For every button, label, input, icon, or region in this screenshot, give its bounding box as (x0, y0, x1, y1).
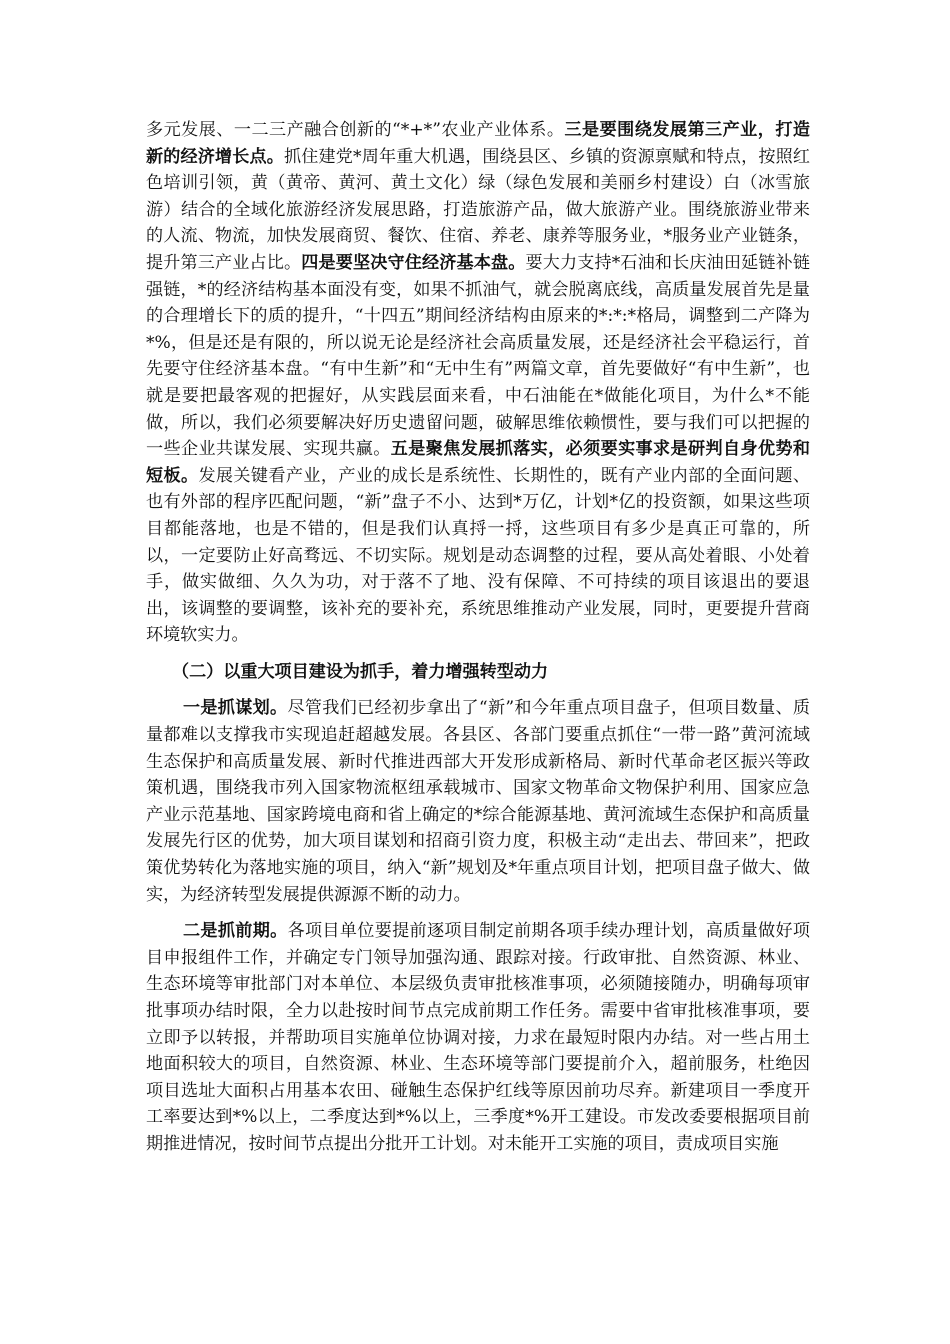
text-run: 发展关键看产业，产业的成长是系统性、长期性的，既有产业内部的全面问题、也有外部的程序匹配问题，“新”盘子不小、达到*万亿，计划*亿的投资额，如果这些项目都能落地，也是不错的，但是我们认真捋一捋，这些项目有多少是真正可靠的，所以，一定要防止好高骛远、不切实际。规划是动态调整的过程，要从高处着眼、小处着手，做实做细、久久为功，对于落不了地、没有保障、不可持续的项目该退出的要退出，该调整的要调整，该补充的要补充，系统思维推动产业发展，同时，更要提升营商环境软实力。 (146, 465, 810, 646)
bold-lead: 二是抓前期。 (183, 921, 288, 942)
paragraph-3 (146, 918, 810, 1157)
text-run: 要大力支持*石油和长庆油田延链补链强链，*的经济结构基本面没有变，如果不抓油气，就会脱离底线，高质量发展首先是量的合理增长下的质的提升，“十四五”期间经济结构由原来的*:*:*格局，调整到二产降为*%，但是还是有限的，所以说无论是经济社会高质量发展，还是经济社会平稳运行，首先要守住经济基本盘。“有中生新”和“无中生有”两篇文章，首先要做好“有中生新”，也就是要把最客观的把握好，从实践层面来看，中石油能在*做能化项目，为什么*不能做，所以，我们必须要解决好历史遗留问题，破解思维依赖惯性，要与我们可以把握的一些企业共谋发展、实现共赢。 (146, 252, 811, 460)
bold-lead: 一是抓谋划。 (183, 698, 288, 719)
document-page (146, 117, 810, 1158)
text-run: 抓住建党*周年重大机遇，围绕县区、乡镇的资源禀赋和特点，按照红色培训引领，黄（黄帝、黄河、黄土文化）绿（绿色发展和美丽乡村建设）白（冰雪旅游）结合的全域化旅游经济发展思路，打造旅游产品，做大旅游产业。围绕旅游业带来的人流、物流，加快发展商贸、餐饮、住宿、养老、康养等服务业，*服务业产业链条，提升第三产业占比。 (146, 146, 811, 273)
paragraph-1 (146, 117, 810, 649)
section-heading: （二）以重大项目建设为抓手，着力增强转型动力 (172, 661, 549, 682)
text-run: 尽管我们已经初步拿出了“新”和今年重点项目盘子，但项目数量、质量都难以支撑我市实现追赶超越发展。各县区、各部门要重点抓住“一带一路”黄河流域生态保护和高质量发展、新时代推进西部大开发形成新格局、新时代革命老区振兴等政策机遇，围绕我市列入国家物流枢纽承载城市、国家文物革命文物保护利用、国家应急产业示范基地、国家跨境电商和省上确定的*综合能源基地、黄河流域生态保护和高质量发展先行区的优势，加大项目谋划和招商引资力度，积极主动“走出去、带回来”，把政策优势转化为落地实施的项目，纳入“新”规划及*年重点项目计划，把项目盘子做大、做实，为经济转型发展提供源源不断的动力。 (146, 698, 810, 905)
text-run: 多元发展、一二三产融合创新的“*+*”农业产业体系。 (146, 120, 565, 140)
paragraph-2 (146, 695, 810, 908)
bold-lead: 三是要围绕发展第三产业，打造新的经济增长点。 (146, 120, 810, 167)
bold-lead: 四是要坚决守住经济基本盘。 (301, 252, 526, 273)
text-run: 各项目单位要提前逐项目制定前期各项手续办理计划，高质量做好项目申报组件工作，并确定专门领导加强沟通、跟踪对接。行政审批、自然资源、林业、生态环境等审批部门对本单位、本层级负责审批核准事项，必须随接随办，明确每项审批事项办结时限，全力以赴按时间节点完成前期工作任务。需要中省审批核准事项，要立即予以转报，并帮助项目实施单位协调对接，力求在最短时限内办结。对一些占用土地面积较大的项目，自然资源、林业、生态环境等部门要提前介入，超前服务，杜绝因项目选址大面积占用基本农田、碰触生态保护红线等原因前功尽弃。新建项目一季度开工率要达到*%以上，二季度达到*%以上，三季度*%开工建设。市发改委要根据项目前期推进情况，按时间节点提出分批开工计划。对未能开工实施的项目，责成项目实施 (146, 921, 811, 1154)
bold-lead: 五是聚焦发展抓落实，必须要实事求是研判自身优势和短板。 (146, 439, 811, 486)
